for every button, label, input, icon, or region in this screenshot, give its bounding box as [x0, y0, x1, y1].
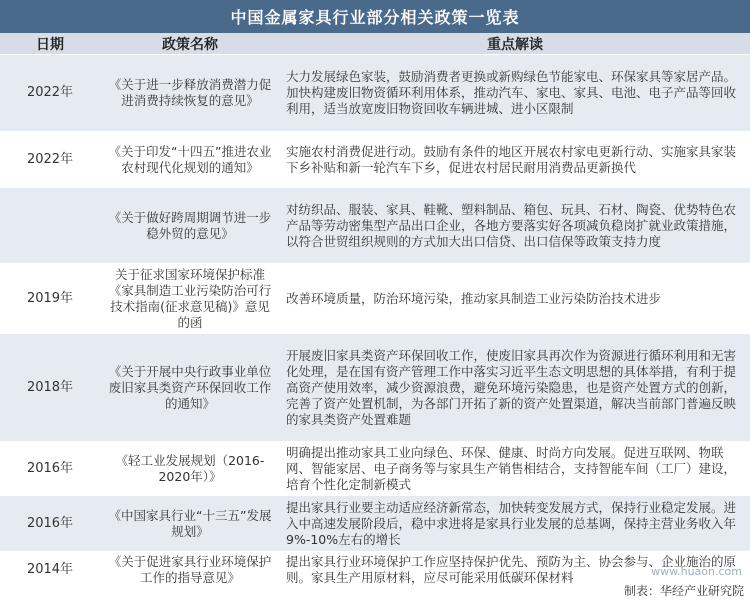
watermark: www.huaon.com	[651, 565, 742, 578]
row-point: 开展废旧家具类资产环保回收工作，使废旧家具再次作为资源进行循环利用和无害化处理，是在国有资产管理工作中落实习近平生态文明思想的具体举措，有利于提高资产使用效率，减少资源浪费，避免环境污染隐患，也是资产处置方式的创新，完善了资产处置机制，为各部门开拓了新的资产处置渠道，解决当前部门普遍反映的家具类资产处置难题	[280, 334, 750, 442]
row-point: 明确提出推动家具工业向绿色、环保、健康、时尚方向发展。促进互联网、物联网、智能家居、电子商务等与家具生产销售相结合，支持智能车间（工厂）建设，培育个性化定制新模式	[280, 442, 750, 496]
policy-table	[0, 33, 750, 589]
row-name: 《关于印发“十四五”推进农业农村现代化规划的通知》	[100, 132, 280, 188]
source-note: 制表：华经产业研究院	[623, 584, 744, 598]
row-date: 2016年	[0, 442, 100, 496]
row-date: 2016年	[0, 496, 100, 552]
row-point: 提出家具行业环境保护工作应坚持保护优先、预防为主、协会参与、企业施治的原则。家具生产用原材料，应尽可能采用低碳环保材料	[280, 552, 750, 589]
row-point: 实施农村消费促进行动。鼓励有条件的地区开展农村家电更新行动、实施家具家装下乡补贴和新一轮汽车下乡，促进农村居民耐用消费品更新换代	[280, 132, 750, 188]
row-name: 《轻工业发展规划（2016-2020年）》	[100, 442, 280, 496]
row-name: 《中国家具行业“十三五”发展规划》	[100, 496, 280, 552]
row-date: 2019年	[0, 264, 100, 334]
table-row	[0, 442, 750, 496]
table-row	[0, 264, 750, 334]
row-date: 2022年	[0, 132, 100, 188]
table-row	[0, 132, 750, 188]
row-name: 《关于进一步释放消费潜力促进消费持续恢复的意见》	[100, 55, 280, 132]
row-date	[0, 188, 100, 264]
row-point: 大力发展绿色家装，鼓励消费者更换或新购绿色节能家电、环保家具等家居产品。加快构建废旧物资循环利用体系，推动汽车、家电、家具、电池、电子产品等回收利用，适当放宽废旧物资回收车辆进城、进小区限制	[280, 55, 750, 132]
row-point: 对纺织品、服装、家具、鞋靴、塑料制品、箱包、玩具、石材、陶瓷、优势特色农产品等劳动密集型产品出口企业，各地方要落实好各项减负稳岗扩就业政策措施，以符合世贸组织规则的方式加大出口信贷、出口信保等政策支持力度	[280, 188, 750, 264]
row-point: 改善环境质量，防治环境污染，推动家具制造工业污染防治技术进步	[280, 264, 750, 334]
header-name: 政策名称	[100, 33, 280, 55]
table-row	[0, 496, 750, 552]
row-point: 提出家具行业要主动适应经济新常态，加快转变发展方式，保持行业稳定发展。进入中高速发展阶段后，稳中求进将是家具行业发展的总基调，保持主营业务收入年9%-10%左右的增长	[280, 496, 750, 552]
row-date: 2014年	[0, 552, 100, 589]
row-name: 《关于做好跨周期调节进一步稳外贸的意见》	[100, 188, 280, 264]
header-row	[0, 33, 750, 55]
table-title: 中国金属家具行业部分相关政策一览表	[0, 0, 750, 33]
header-point: 重点解读	[280, 33, 750, 55]
row-name: 《关于开展中央行政事业单位废旧家具类资产环保回收工作的通知》	[100, 334, 280, 442]
row-date: 2022年	[0, 55, 100, 132]
row-date: 2018年	[0, 334, 100, 442]
row-name: 《关于促进家具行业环境保护工作的指导意见》	[100, 552, 280, 589]
header-date: 日期	[0, 33, 100, 55]
row-name: 关于征求国家环境保护标准《家具制造工业污染防治可行技术指南(征求意见稿)》意见的函	[100, 264, 280, 334]
table-row	[0, 188, 750, 264]
table-row	[0, 55, 750, 132]
table-row	[0, 334, 750, 442]
